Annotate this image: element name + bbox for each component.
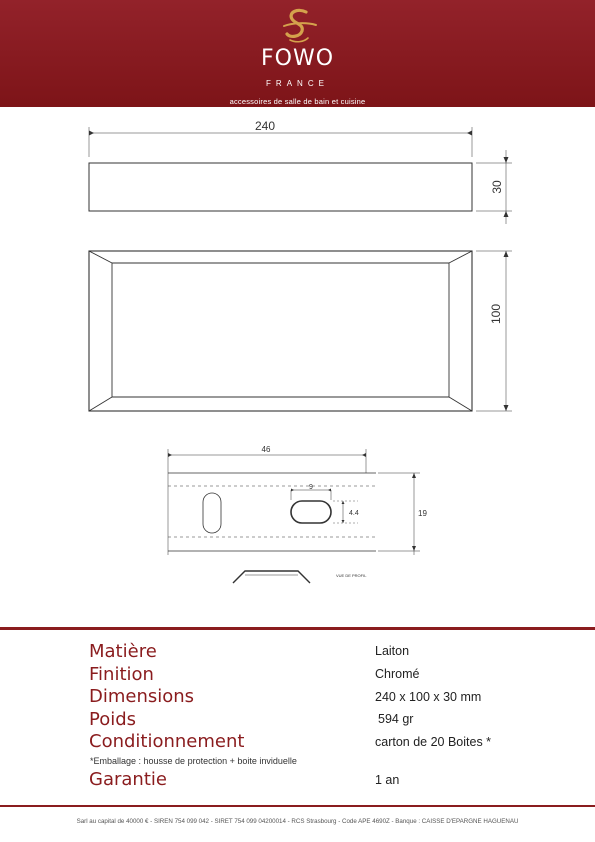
bracket-view	[168, 449, 420, 583]
spec-value-dimensions: 240 x 100 x 30 mm	[375, 690, 482, 704]
top-depth-dimension: 100	[489, 303, 503, 325]
fowo-logo-icon	[278, 6, 320, 46]
spec-label-finish: Finition	[89, 664, 154, 685]
brand-name: FOWO	[260, 46, 335, 71]
spec-value-material: Laiton	[375, 644, 410, 658]
spec-value-weight: 594 gr	[378, 712, 414, 726]
header-banner	[0, 0, 595, 107]
front-height-dimension: 30	[490, 180, 504, 194]
profile-view-label: VUE DE PROFIL	[336, 573, 367, 578]
spec-label-material: Matière	[89, 641, 157, 662]
company-legal-footer: Sarl au capital de 40000 € - SIREN 754 099 042 - SIRET 754 099 04200014 - RCS Strasbourg - Code APE 4690Z - Banque : CAISSE D'EPARGNE HAGUENAU	[76, 818, 519, 825]
footer-divider	[0, 805, 595, 807]
spec-value-warranty: 1 an	[375, 773, 400, 787]
spec-value-packaging: carton de 20 Boites *	[375, 735, 492, 749]
top-view	[89, 251, 512, 411]
front-width-dimension: 240	[254, 119, 276, 133]
technical-drawing	[0, 107, 595, 627]
spec-value-finish: Chromé	[375, 667, 420, 681]
brand-tagline: accessoires de salle de bain et cuisine	[229, 97, 366, 106]
spec-label-dimensions: Dimensions	[89, 686, 195, 707]
front-view	[89, 127, 512, 224]
bracket-height-dimension: 19	[418, 509, 427, 518]
spec-label-warranty: Garantie	[89, 769, 167, 790]
packaging-note: *Emballage : housse de protection + boite inviduelle	[90, 756, 297, 766]
bracket-width-dimension: 46	[261, 445, 271, 454]
section-divider	[0, 627, 595, 630]
slot-length-dimension: 9	[309, 484, 313, 491]
spec-label-packaging: Conditionnement	[89, 731, 245, 752]
spec-label-weight: Poids	[89, 709, 137, 730]
slot-height-dimension: 4.4	[349, 510, 359, 517]
brand-country: FRANCE	[266, 79, 329, 88]
